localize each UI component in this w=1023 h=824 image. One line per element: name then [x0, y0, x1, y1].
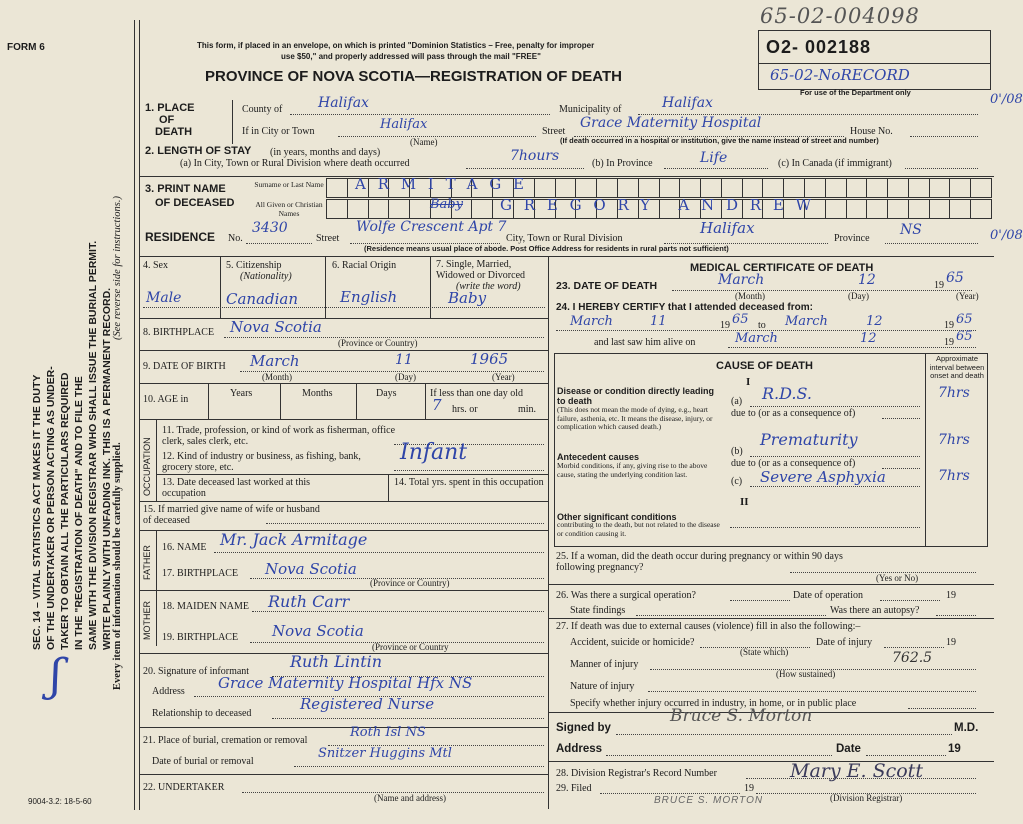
residence-street-label: Street	[316, 233, 340, 244]
envelope-note-1: This form, if placed in an envelope, on which is printed "Dominion Statistics – Free, penalty for improper	[197, 41, 595, 50]
form-title: PROVINCE OF NOVA SCOTIA—REGISTRATION OF DEATH	[205, 68, 622, 85]
relationship-label: Relationship to deceased	[152, 708, 252, 719]
residence-province-label: Province	[834, 233, 870, 244]
direct-cause-note: (This does not mean the mode of dying, e.g., heart failure, asthenia, etc. It means the disease, injury, or complication which caused death.)	[557, 405, 713, 431]
maiden-name-label: 18. MAIDEN NAME	[162, 601, 249, 612]
given-name-value: GREGORY ANDREW	[500, 196, 823, 214]
name-stamp: BRUCE S. MORTON	[654, 795, 764, 806]
antecedent-label: Antecedent causes	[557, 452, 640, 462]
specify-label: Specify whether injury occurred in industry, in home, or in public place	[570, 698, 857, 709]
dob-year-caption: (Year)	[492, 372, 515, 382]
city-value: Halifax	[380, 117, 428, 132]
occupation-label: OCCUPATION	[142, 437, 152, 496]
due-to-label-b: due to (or as a consequence of)	[731, 458, 856, 469]
death-year: 65	[946, 270, 964, 286]
residence-street-value: Wolfe Crescent Apt 7	[356, 219, 507, 235]
age-months-label: Months	[302, 388, 333, 399]
manner-label: Manner of injury	[570, 659, 639, 670]
father-birthplace-label: 17. BIRTHPLACE	[162, 568, 239, 579]
injury-date-label: Date of injury	[816, 637, 873, 648]
md-label: M.D.	[954, 722, 979, 734]
occupation-value: Infant	[400, 440, 468, 465]
sex-value: Male	[146, 290, 182, 306]
how-sustained-caption: (How sustained)	[776, 669, 836, 679]
dob-month: March	[250, 352, 300, 370]
sex-label: 4. Sex	[143, 260, 168, 271]
cause-b-value: Prematurity	[760, 430, 858, 449]
county-value: Halifax	[318, 95, 369, 111]
stay-province-value: Life	[700, 150, 728, 166]
form-number: FORM 6	[7, 42, 45, 53]
accident-label: Accident, suicide or homicide?	[570, 637, 695, 648]
father-name-value: Mr. Jack Armitage	[220, 530, 368, 549]
sec14-line: WRITE PLAINLY WITH UNFADING INK. THIS IS A PERMANENT RECORD.	[101, 287, 113, 650]
age-hours-value: 7	[432, 396, 442, 414]
crossed-name: Baby	[430, 197, 463, 212]
hospital-note: (If death occurred in a hospital or institution, give the name instead of street and number)	[560, 136, 879, 145]
print-code: 9004-3.2: 18-5-60	[28, 797, 92, 806]
stay-canada-label: (c) In Canada (if immigrant)	[778, 158, 892, 169]
label-line: DEATH	[155, 126, 193, 138]
burial-date-value: Snitzer Huggins Mtl	[318, 746, 452, 761]
last-worked-label: 13. Date deceased last worked at this occupation	[162, 477, 311, 499]
sec14-line: OF THE UNDERTAKER OR PERSON ACTING AS UNDER-	[45, 366, 57, 650]
q27-label: 27. If death was due to external causes (violence) fill in also the following:–	[556, 621, 861, 632]
death-day: 12	[858, 272, 876, 288]
county-label: County of	[242, 104, 283, 115]
direct-cause-label: Disease or condition directly leading to death	[557, 386, 715, 406]
residence-city-value: Halifax	[700, 219, 755, 237]
physician-address-label: Address	[556, 743, 603, 755]
racial-origin-label: 6. Racial Origin	[332, 260, 397, 271]
stay-city-value: 7hours	[510, 148, 560, 164]
marital-label: 7. Single, Married, Widowed or Divorced	[436, 259, 526, 281]
instructions-note: (See reverse side for instructions.)	[112, 196, 123, 340]
house-label: House No.	[850, 126, 893, 137]
age-label: 10. AGE in	[143, 394, 189, 405]
marital-sub-label: (write the word)	[456, 281, 521, 292]
name-section-label	[145, 182, 234, 210]
place-of-death-label	[145, 102, 195, 138]
registration-number: O2- 002188	[766, 37, 872, 57]
father-birthplace-value: Nova Scotia	[265, 560, 357, 578]
citizenship-label: 5. Citizenship	[226, 260, 282, 271]
attended-from-month: March	[570, 314, 613, 329]
relationship-value: Registered Nurse	[300, 695, 435, 713]
interval-a-value: 7hrs	[938, 385, 970, 401]
due-to-label-a: due to (or as a consequence of)	[731, 408, 856, 419]
birthplace-value: Nova Scotia	[230, 318, 322, 336]
stay-sub-label: (in years, months and days)	[270, 147, 381, 158]
signed-by-label: Signed by	[556, 722, 611, 734]
physician-signature: Bruce S. Morton	[670, 706, 813, 726]
death-month: March	[718, 272, 765, 288]
filed-label: 29. Filed	[556, 783, 592, 794]
attended-to-prefix: 19	[944, 320, 954, 331]
burial-label: 21. Place of burial, cremation or removal	[143, 735, 308, 746]
residence-city-label: City, Town or Rural Division	[506, 233, 623, 244]
attended-from-day: 11	[650, 314, 667, 329]
undertaker-caption: (Name and address)	[374, 793, 446, 803]
label-line: OF	[159, 114, 175, 126]
father-province-caption: (Province or Country)	[370, 578, 450, 588]
sec14-line: SAME WITH THE DIVISION REGISTRAR WHO SHALL ISSUE THE BURIAL PERMIT.	[87, 240, 99, 650]
burial-date-label: Date of burial or removal	[152, 756, 254, 767]
residence-note: (Residence means usual place of abode. Post Office Address for residents in rural parts not sufficient)	[364, 244, 729, 253]
last-saw-month: March	[735, 331, 778, 346]
state-findings-label: State findings	[570, 605, 626, 616]
injury-year-prefix: 19	[946, 637, 956, 648]
death-year-caption: (Year)	[956, 291, 979, 301]
sec14-line: SEC. 14 – VITAL STATISTICS ACT MAKES IT THE DUTY	[31, 374, 43, 650]
supply-note: Every item of information should be carefully supplied.	[112, 442, 123, 690]
label-line: 3. PRINT NAME	[145, 183, 226, 195]
cause-a-marker: (a)	[731, 396, 743, 407]
attended-to-year: 65	[956, 312, 973, 327]
father-label: FATHER	[142, 545, 152, 580]
name-caption: (Name)	[410, 137, 438, 147]
record-number-label: 28. Division Registrar's Record Number	[556, 768, 717, 779]
filed-year-prefix: 19	[744, 783, 754, 794]
operation-year-prefix: 19	[946, 590, 956, 601]
physician-year-prefix: 19	[948, 743, 961, 755]
sec14-text	[30, 241, 114, 650]
label-line: 1. PLACE	[145, 102, 195, 114]
date-of-death-label: 23. DATE OF DEATH	[556, 280, 658, 292]
stay-label: 2. LENGTH OF STAY	[145, 145, 252, 157]
citizenship-value: Canadian	[226, 290, 299, 308]
antecedent-note: Morbid conditions, if any, giving rise to the above cause, stating the underlying condition last.	[557, 461, 708, 479]
handwritten-number: 65-02-004098	[760, 4, 920, 28]
surname-value: ARMITAGE	[355, 175, 536, 193]
label-line: OF DECEASED	[155, 197, 235, 209]
cause-header: CAUSE OF DEATH	[716, 360, 813, 372]
residence-province-value: NS	[900, 222, 922, 238]
racial-origin-value: English	[340, 288, 398, 306]
municipality-value: Halifax	[662, 95, 713, 111]
residence-label: RESIDENCE	[145, 230, 216, 244]
nature-label: Nature of injury	[570, 681, 635, 692]
spouse-label: 15. If married give name of wife or husband of deceased	[143, 504, 320, 526]
roman-two: II	[740, 496, 749, 508]
hrs-label: hrs. or	[452, 404, 478, 415]
state-which-caption: (State which)	[740, 647, 789, 657]
undertaker-label: 22. UNDERTAKER	[143, 782, 225, 793]
attended-to-month: March	[785, 314, 828, 329]
dob-month-caption: (Month)	[262, 372, 292, 382]
death-day-caption: (Day)	[848, 291, 869, 301]
physician-date-label: Date	[836, 743, 861, 755]
margin-scribble: ʃ	[50, 650, 62, 701]
stay-city-label: (a) In City, Town or Rural Division where death occurred	[180, 158, 410, 169]
cause-a-value: R.D.S.	[762, 384, 812, 403]
last-saw-day: 12	[860, 331, 877, 346]
residence-no-value: 3430	[252, 220, 288, 236]
registrar-caption: (Division Registrar)	[830, 793, 903, 803]
mother-province-caption: (Province or Country	[372, 642, 449, 652]
operation-date-label: Date of operation	[793, 590, 863, 601]
mother-birthplace-label: 19. BIRTHPLACE	[162, 632, 239, 643]
margin-mark: 0'/08	[990, 228, 1023, 243]
last-saw-year: 65	[956, 329, 973, 344]
city-label: If in City or Town	[242, 126, 315, 137]
min-label: min.	[518, 404, 537, 415]
under-day-label: If less than one day old	[430, 388, 524, 399]
registration-note: 65-02-NoRECORD	[770, 66, 910, 84]
certify-label: 24. I HEREBY CERTIFY that I attended deceased from:	[556, 302, 813, 313]
sec14-line: TAKER TO OBTAIN ALL THE PARTICULARS REQUIRED	[59, 372, 71, 650]
death-year-prefix: 19	[934, 280, 944, 291]
last-saw-prefix: 19	[944, 337, 954, 348]
other-conditions-label: Other significant conditions	[557, 512, 677, 522]
informant-address-label: Address	[152, 686, 185, 697]
envelope-note-2: use $50," and properly addressed will pass through the mail "FREE"	[281, 52, 541, 61]
residence-no-label: No.	[228, 233, 243, 244]
attended-from-prefix: 19	[720, 320, 730, 331]
cause-c-marker: (c)	[731, 476, 743, 487]
birthplace-label: 8. BIRTHPLACE	[143, 327, 215, 338]
to-label: to	[758, 320, 766, 331]
interval-b-value: 7hrs	[938, 432, 970, 448]
other-conditions-note: contributing to the death, but not related to the disease or condition causing it.	[557, 520, 720, 538]
dob-day-caption: (Day)	[395, 372, 416, 382]
street-value: Grace Maternity Hospital	[580, 115, 762, 131]
interval-header: Approximate interval between onset and death	[929, 354, 985, 380]
cause-b-marker: (b)	[731, 446, 743, 457]
maiden-name-value: Ruth Carr	[268, 592, 350, 611]
burial-value: Roth Isl NS	[350, 725, 426, 740]
informant-signature-value: Ruth Lintin	[290, 652, 383, 671]
dept-use-note: For use of the Department only	[800, 88, 911, 97]
yes-no-caption: (Yes or No)	[876, 573, 919, 583]
municipality-label: Municipality of	[559, 104, 622, 115]
given-name-label: All Given or Christian Names	[255, 200, 323, 218]
birthplace-caption: (Province or Country)	[338, 338, 418, 348]
age-years-label: Years	[230, 388, 253, 399]
total-years-label: 14. Total yrs. spent in this occupation	[394, 477, 544, 488]
mother-birthplace-value: Nova Scotia	[272, 622, 364, 640]
death-month-caption: (Month)	[735, 291, 765, 301]
margin-mark: 0'/08	[990, 92, 1023, 107]
age-days-label: Days	[376, 388, 397, 399]
attended-to-day: 12	[866, 314, 883, 329]
informant-address-value: Grace Maternity Hospital Hfx NS	[218, 674, 473, 692]
sec14-line: IN THE "REGISTRATION OF DEATH" AND TO FILE THE	[73, 376, 85, 650]
q25-label: 25. If a woman, did the death occur during pregnancy or within 90 days following pregnancy?	[556, 551, 843, 573]
dob-year: 1965	[470, 350, 509, 368]
roman-one: I	[746, 376, 751, 388]
industry-label: 12. Kind of industry or business, as fishing, bank, grocery store, etc.	[162, 451, 361, 473]
interval-c-value: 7hrs	[938, 468, 970, 484]
street-label: Street	[542, 126, 566, 137]
medical-header: MEDICAL CERTIFICATE OF DEATH	[690, 262, 874, 274]
manner-value: 762.5	[892, 650, 933, 666]
cause-c-value: Severe Asphyxia	[760, 468, 886, 486]
trade-label: 11. Trade, profession, or kind of work as fisherman, office clerk, sales clerk, etc.	[162, 425, 396, 447]
mother-label: MOTHER	[142, 601, 152, 640]
marital-value: Baby	[448, 289, 487, 307]
registrar-signature: Mary E. Scott	[790, 760, 923, 782]
attended-from-year: 65	[732, 312, 749, 327]
citizenship-sub-label: (Nationality)	[240, 271, 292, 282]
dob-day: 11	[395, 352, 413, 368]
dob-label: 9. DATE OF BIRTH	[143, 361, 226, 372]
last-saw-label: and last saw him alive on	[594, 337, 696, 348]
father-name-label: 16. NAME	[162, 542, 207, 553]
stay-province-label: (b) In Province	[592, 158, 653, 169]
surname-label: Surname or Last Name	[254, 180, 324, 189]
informant-signature-label: 20. Signature of informant	[143, 666, 250, 677]
autopsy-label: Was there an autopsy?	[830, 605, 920, 616]
q26-label: 26. Was there a surgical operation?	[556, 590, 696, 601]
